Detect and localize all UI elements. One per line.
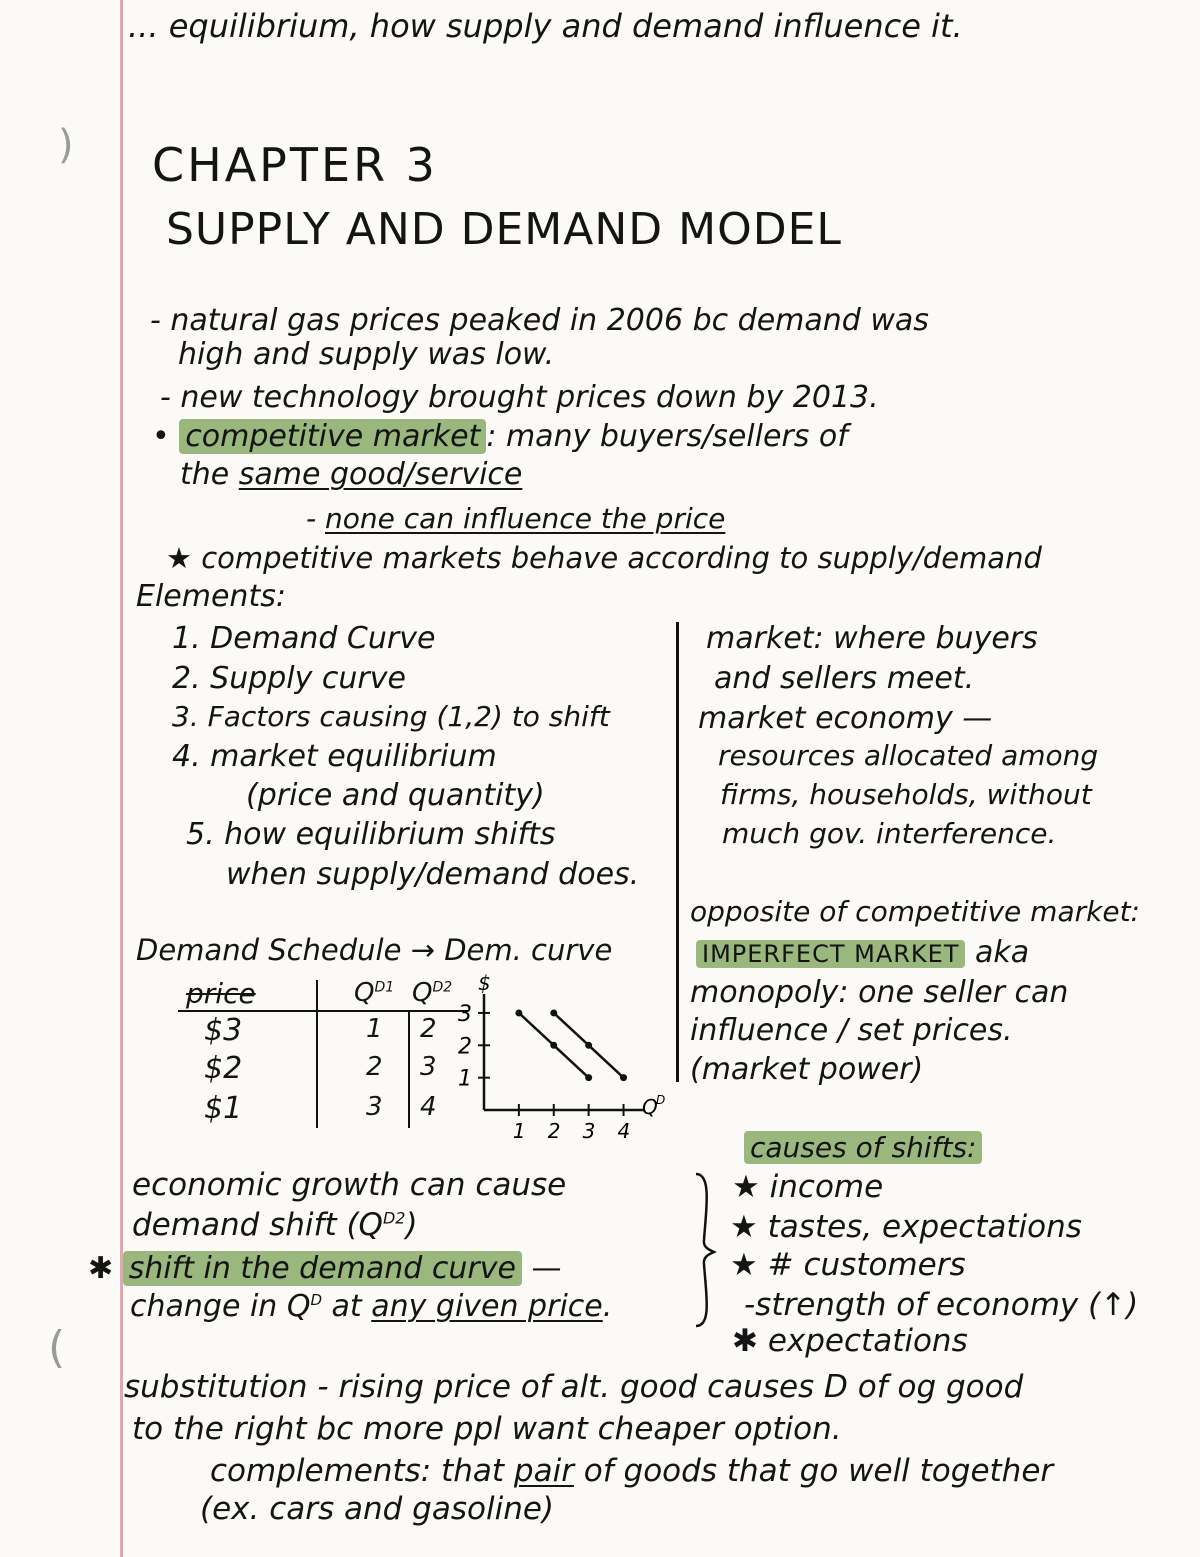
x-tick-label: 1 xyxy=(512,1119,526,1143)
y-tick-label: 2 xyxy=(458,1034,472,1060)
imperfect-heading xyxy=(696,935,1030,970)
row-price: $2 xyxy=(204,1051,243,1086)
x-axis-label-sup: D xyxy=(656,1093,666,1107)
intro-line: - natural gas prices peaked in 2006 bc demand was xyxy=(150,303,929,338)
bullet-dot: • xyxy=(152,419,170,454)
none-can-influence: none can influence the price xyxy=(325,502,726,535)
intro-line: high and supply was low. xyxy=(178,337,555,372)
row-qd2: 3 xyxy=(420,1052,437,1082)
element-item: (price and quantity) xyxy=(246,778,545,813)
substitution-note: to the right bc more ppl want cheaper option. xyxy=(132,1411,842,1447)
row-qd2: 4 xyxy=(420,1092,437,1122)
imperfect-note: influence / set prices. xyxy=(690,1013,1013,1048)
elements-heading: Elements: xyxy=(136,579,286,614)
binder-hole-mark: ( xyxy=(48,1322,66,1373)
same-good-underlined: same good/service xyxy=(238,457,523,492)
data-point-d2 xyxy=(550,1009,557,1016)
element-item: when supply/demand does. xyxy=(226,857,640,892)
x-tick-label: 4 xyxy=(617,1119,631,1143)
schedule-heading: Demand Schedule → Dem. curve xyxy=(136,933,613,967)
row-qd1: 2 xyxy=(366,1052,383,1082)
x-axis-label: Q xyxy=(642,1095,658,1119)
y-axis-label: $ xyxy=(478,971,491,995)
aka-label: aka xyxy=(975,935,1030,970)
schedule-divider xyxy=(316,980,318,1128)
complements-note: complements: that pair of goods that go well together xyxy=(210,1453,1054,1489)
x-tick-label: 2 xyxy=(547,1119,561,1143)
data-point-d1 xyxy=(550,1042,557,1049)
schedule-header-rule xyxy=(178,1010,468,1012)
element-item: 5. how equilibrium shifts xyxy=(186,817,556,852)
chapter-number: CHAPTER 3 xyxy=(152,138,438,192)
growth-note: economic growth can cause xyxy=(132,1167,567,1203)
data-point-d1 xyxy=(585,1074,592,1081)
competitive-market-definition xyxy=(152,419,848,454)
y-tick-label: 1 xyxy=(458,1066,472,1092)
col-header-qd1: $Q^{D1}$ xyxy=(354,978,395,1008)
any-given-price-underlined: any given price xyxy=(371,1289,603,1324)
schedule-divider xyxy=(408,1012,410,1128)
pair-underlined: pair xyxy=(513,1453,574,1489)
curly-brace xyxy=(690,1170,720,1330)
element-item: 4. market equilibrium xyxy=(172,739,497,774)
imperfect-note: monopoly: one seller can xyxy=(690,975,1069,1010)
asterisk-mark: ✱ xyxy=(88,1251,114,1286)
imperfect-market-term: IMPERFECT MARKET xyxy=(696,940,965,968)
substitution-note: substitution - rising price of alt. good causes D of og good xyxy=(124,1369,1024,1405)
y-tick-label: 3 xyxy=(458,1001,472,1027)
binder-hole-mark: ) xyxy=(58,122,74,168)
market-note: much gov. interference. xyxy=(722,817,1057,850)
imperfect-note: (market power) xyxy=(690,1052,924,1087)
row-price: $1 xyxy=(204,1091,243,1126)
data-point-d2 xyxy=(620,1074,627,1081)
data-point-d2 xyxy=(585,1042,592,1049)
definition-text: : many buyers/sellers of xyxy=(486,419,848,454)
element-item: 1. Demand Curve xyxy=(172,621,436,656)
market-note: market economy — xyxy=(698,701,993,736)
definition-line-2: the same good/service xyxy=(180,457,523,492)
row-qd2: 2 xyxy=(420,1014,437,1044)
growth-note: demand shift $(Q^{D2})$ xyxy=(132,1207,418,1243)
imperfect-note: opposite of competitive market: xyxy=(690,895,1140,928)
row-qd1: 3 xyxy=(366,1092,383,1122)
col-header-price: price xyxy=(186,977,256,1010)
shift-definition: ✱ shift in the demand curve — xyxy=(88,1251,562,1286)
cause-item: -strength of economy (↑) xyxy=(744,1287,1139,1323)
market-note: market: where buyers xyxy=(706,621,1038,656)
shift-in-demand-curve-term: shift in the demand curve xyxy=(123,1251,522,1286)
element-item: 2. Supply curve xyxy=(172,661,406,696)
market-note: and sellers meet. xyxy=(714,661,975,696)
competitive-market-term: competitive market xyxy=(179,419,486,454)
demand-curve-chart xyxy=(440,971,666,1144)
data-point-d1 xyxy=(515,1009,522,1016)
notebook-margin-line xyxy=(120,0,123,1557)
market-note: resources allocated among xyxy=(718,739,1099,772)
intro-line: - new technology brought prices down by 2013. xyxy=(160,380,879,415)
star-point: ★ competitive markets behave according to supply/demand xyxy=(166,541,1042,575)
cause-item: ✱ expectations xyxy=(732,1323,968,1359)
col-header-qd2: $Q^{D2}$ xyxy=(412,978,453,1008)
complements-example: (ex. cars and gasoline) xyxy=(200,1491,555,1527)
cause-item: ★ tastes, expectations xyxy=(730,1209,1082,1245)
causes-heading: causes of shifts: xyxy=(744,1134,982,1162)
market-note: firms, households, without xyxy=(720,778,1092,811)
shift-definition-line-2: change in $Q^D$ at any given price. xyxy=(130,1289,613,1324)
row-price: $3 xyxy=(204,1013,243,1048)
row-qd1: 1 xyxy=(366,1014,383,1044)
sub-point: - none can influence the price xyxy=(306,502,726,535)
x-tick-label: 3 xyxy=(582,1119,596,1143)
cause-item: ★ # customers xyxy=(730,1247,966,1283)
continued-text: ... equilibrium, how supply and demand influence it. xyxy=(128,7,963,45)
chapter-title: SUPPLY AND DEMAND MODEL xyxy=(166,204,842,255)
column-divider xyxy=(676,622,679,1082)
cause-item: ★ income xyxy=(732,1169,884,1205)
element-item: 3. Factors causing (1,2) to shift xyxy=(172,700,610,733)
